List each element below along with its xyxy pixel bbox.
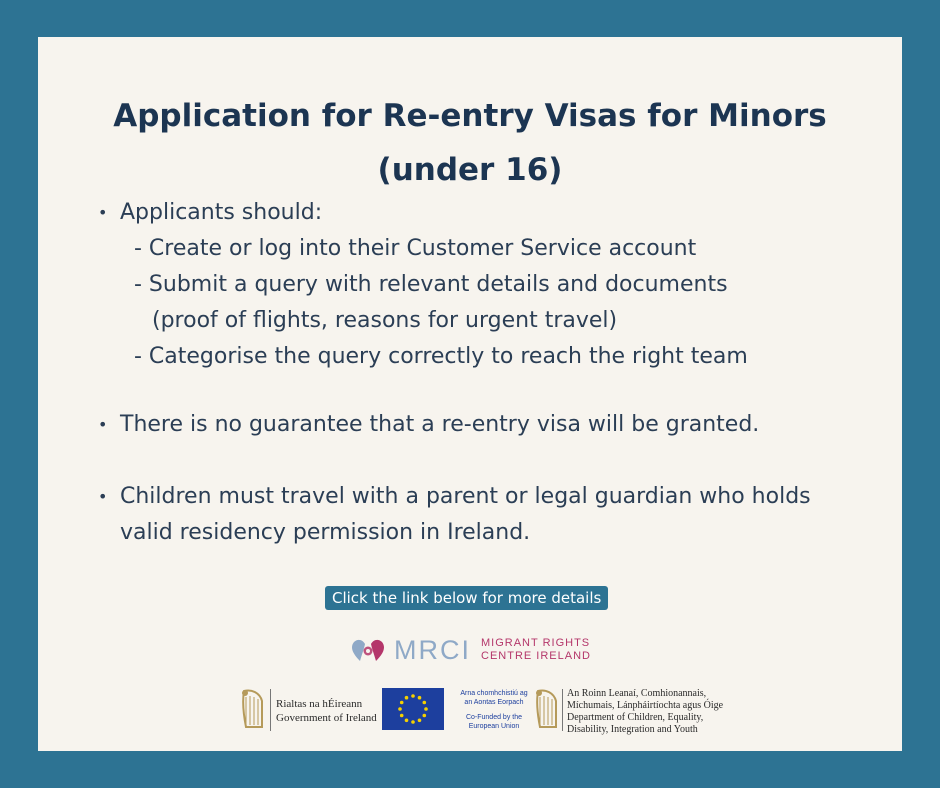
sub-item-query-cont: (proof of flights, reasons for urgent travel): [152, 308, 618, 333]
gov-line-2: Government of Ireland: [276, 712, 377, 724]
mrci-sub-line-2: CENTRE IRELAND: [481, 650, 591, 662]
eu-flag-icon: [382, 688, 444, 730]
title-line-1: Application for Re-entry Visas for Minors: [113, 98, 827, 134]
dept-line-1: An Roinn Leanaí, Comhionannais,: [567, 688, 707, 699]
mrci-subtitle: [481, 637, 591, 663]
dept-line-4: Disability, Integration and Youth: [567, 724, 698, 735]
eu-funding-text: [448, 689, 540, 731]
gov-line-1: Rialtas na hÉireann: [276, 698, 363, 710]
bullet-text: Applicants should:: [120, 200, 323, 225]
eu-line-3: Co-Funded by the: [465, 714, 523, 721]
bullet-dot-icon: •: [98, 415, 108, 434]
sub-item-query: - Submit a query with relevant details and documents: [134, 272, 728, 297]
page-title: [38, 89, 902, 197]
sub-item-account: - Create or log into their Customer Service account: [134, 236, 697, 261]
dept-line-3: Department of Children, Equality,: [567, 712, 704, 723]
eu-line-2: an Aontas Eorpach: [464, 699, 524, 706]
bullet-dot-icon: •: [98, 487, 108, 506]
bullet-applicants: [98, 195, 818, 375]
sub-item-categorise: - Categorise the query correctly to reach the right team: [134, 344, 748, 369]
details-link-button[interactable]: Click the link below for more details: [325, 586, 608, 610]
bullet-text-line-1: Children must travel with a parent or legal guardian who holds: [120, 484, 811, 509]
department-text: [567, 688, 723, 736]
eu-line-1: Arna chomhchistiú ag: [460, 690, 528, 697]
mrci-logo: [350, 633, 591, 667]
info-card: [38, 37, 902, 751]
dept-line-2: Míchumais, Lánpháirtíochta agus Óige: [567, 700, 724, 711]
harp-icon: [238, 687, 266, 731]
bullet-text-line-2: valid residency permission in Ireland.: [120, 520, 531, 545]
bullet-children: [98, 479, 818, 551]
government-of-ireland-text: [276, 697, 377, 725]
mrci-logo-text: MRCI: [394, 634, 471, 665]
eu-line-4: European Union: [468, 723, 520, 730]
bullet-dot-icon: •: [98, 203, 108, 222]
harp-icon: [532, 687, 560, 731]
divider: [562, 689, 563, 731]
bullet-no-guarantee: [98, 407, 818, 443]
mrci-hearts-icon: [350, 635, 386, 665]
bullet-text: There is no guarantee that a re-entry visa will be granted.: [120, 412, 760, 437]
divider: [270, 689, 271, 731]
title-line-2: (under 16): [377, 152, 563, 188]
funder-logos: [38, 685, 902, 737]
mrci-sub-line-1: MIGRANT RIGHTS: [481, 637, 591, 649]
